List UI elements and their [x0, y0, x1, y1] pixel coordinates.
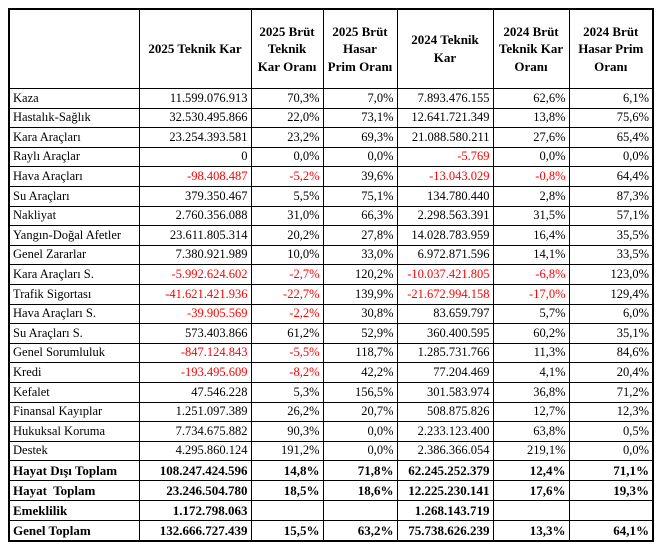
value-cell: 360.400.595 — [397, 324, 493, 344]
value-cell: 1.268.143.719 — [397, 501, 493, 521]
value-cell: -0,8% — [493, 167, 569, 187]
total-row — [9, 481, 653, 501]
value-cell: 108.247.424.596 — [139, 461, 251, 481]
value-cell: 21.088.580.211 — [397, 128, 493, 148]
value-cell: 4.295.860.124 — [139, 441, 251, 461]
value-cell: -5,2% — [251, 167, 323, 187]
row-label-cell: Hava Araçları — [9, 167, 139, 187]
value-cell: 5,3% — [251, 382, 323, 402]
row-label-cell: Emeklilik — [9, 501, 139, 521]
row-label-cell: Hastalık-Sağlık — [9, 108, 139, 128]
value-cell: 77.204.469 — [397, 363, 493, 383]
table-body — [9, 89, 653, 541]
row-label-cell: Genel Sorumluluk — [9, 343, 139, 363]
value-cell: 71,2% — [569, 382, 653, 402]
value-cell: 0,0% — [493, 147, 569, 167]
value-cell: 20,2% — [251, 226, 323, 246]
value-cell: 73,1% — [323, 108, 397, 128]
value-cell: 17,6% — [493, 481, 569, 501]
value-cell: -193.495.609 — [139, 363, 251, 383]
value-cell: 139,9% — [323, 284, 397, 304]
value-cell: 23.254.393.581 — [139, 128, 251, 148]
row-label-cell: Kara Araçları S. — [9, 265, 139, 285]
value-cell: 2.233.123.400 — [397, 422, 493, 442]
value-cell: 30,8% — [323, 304, 397, 324]
row-label-cell: Su Araçları S. — [9, 324, 139, 344]
value-cell: 12,4% — [493, 461, 569, 481]
table-row — [9, 284, 653, 304]
value-cell: 118,7% — [323, 343, 397, 363]
column-header: 2024 Brüt Hasar Prim Oranı — [569, 9, 653, 89]
value-cell: 0,0% — [569, 441, 653, 461]
value-cell: 23.611.805.314 — [139, 226, 251, 246]
value-cell: 20,7% — [323, 402, 397, 422]
value-cell: 301.583.974 — [397, 382, 493, 402]
row-label-cell: Destek — [9, 441, 139, 461]
table-header — [9, 9, 653, 89]
table-row — [9, 363, 653, 383]
value-cell: 69,3% — [323, 128, 397, 148]
total-row — [9, 501, 653, 521]
value-cell: 19,3% — [569, 481, 653, 501]
value-cell: 12,7% — [493, 402, 569, 422]
value-cell: 219,1% — [493, 441, 569, 461]
row-label-cell: Nakliyat — [9, 206, 139, 226]
row-label-cell: Hayat Dışı Toplam — [9, 461, 139, 481]
value-cell: 75,6% — [569, 108, 653, 128]
row-label-cell: Kefalet — [9, 382, 139, 402]
value-cell: 0,0% — [323, 147, 397, 167]
value-cell: -10.037.421.805 — [397, 265, 493, 285]
value-cell: 6,1% — [569, 89, 653, 109]
value-cell: 33,5% — [569, 245, 653, 265]
value-cell: 57,1% — [569, 206, 653, 226]
value-cell: 31,0% — [251, 206, 323, 226]
value-cell: 75,1% — [323, 186, 397, 206]
row-label-cell: Genel Zararlar — [9, 245, 139, 265]
value-cell: 75.738.626.239 — [397, 521, 493, 541]
value-cell: 2.386.366.054 — [397, 441, 493, 461]
value-cell: 134.780.440 — [397, 186, 493, 206]
value-cell: 7.893.476.155 — [397, 89, 493, 109]
value-cell — [251, 501, 323, 521]
value-cell: 129,4% — [569, 284, 653, 304]
table-row — [9, 186, 653, 206]
value-cell: 0,0% — [323, 422, 397, 442]
value-cell: 64,1% — [569, 521, 653, 541]
value-cell: 156,5% — [323, 382, 397, 402]
total-row — [9, 461, 653, 481]
value-cell: 27,6% — [493, 128, 569, 148]
value-cell: 26,2% — [251, 402, 323, 422]
row-label-cell: Yangın-Doğal Afetler — [9, 226, 139, 246]
value-cell: 7.380.921.989 — [139, 245, 251, 265]
technical-profit-table — [8, 8, 654, 542]
value-cell: 35,5% — [569, 226, 653, 246]
value-cell: 61,2% — [251, 324, 323, 344]
row-label-cell: Trafik Sigortası — [9, 284, 139, 304]
value-cell: 0,5% — [569, 422, 653, 442]
value-cell: 23,2% — [251, 128, 323, 148]
value-cell: 11,3% — [493, 343, 569, 363]
value-cell: 12.225.230.141 — [397, 481, 493, 501]
value-cell: 84,6% — [569, 343, 653, 363]
value-cell: 62,6% — [493, 89, 569, 109]
value-cell: 4,1% — [493, 363, 569, 383]
value-cell: 0,0% — [323, 441, 397, 461]
value-cell: 6,0% — [569, 304, 653, 324]
table-row — [9, 343, 653, 363]
row-label-cell: Kara Araçları — [9, 128, 139, 148]
value-cell: 87,3% — [569, 186, 653, 206]
value-cell: 63,8% — [493, 422, 569, 442]
value-cell: 123,0% — [569, 265, 653, 285]
value-cell: 132.666.727.439 — [139, 521, 251, 541]
header-row — [9, 9, 653, 89]
value-cell: 2,8% — [493, 186, 569, 206]
value-cell: 32.530.495.866 — [139, 108, 251, 128]
row-label-cell: Hukuksal Koruma — [9, 422, 139, 442]
value-cell: 1.251.097.389 — [139, 402, 251, 422]
value-cell: 13,8% — [493, 108, 569, 128]
row-label-cell: Kredi — [9, 363, 139, 383]
table-row — [9, 147, 653, 167]
value-cell: -17,0% — [493, 284, 569, 304]
row-label-cell: Raylı Araçlar — [9, 147, 139, 167]
table-row — [9, 108, 653, 128]
value-cell: 14.028.783.959 — [397, 226, 493, 246]
value-cell: 13,3% — [493, 521, 569, 541]
value-cell: -5,5% — [251, 343, 323, 363]
value-cell: 60,2% — [493, 324, 569, 344]
table-row — [9, 167, 653, 187]
value-cell: 47.546.228 — [139, 382, 251, 402]
value-cell: 191,2% — [251, 441, 323, 461]
value-cell: 27,8% — [323, 226, 397, 246]
value-cell: 63,2% — [323, 521, 397, 541]
value-cell: 508.875.826 — [397, 402, 493, 422]
value-cell: 120,2% — [323, 265, 397, 285]
value-cell: 31,5% — [493, 206, 569, 226]
column-header: 2025 Brüt Teknik Kar Oranı — [251, 9, 323, 89]
value-cell: 5,5% — [251, 186, 323, 206]
value-cell: 33,0% — [323, 245, 397, 265]
value-cell: 573.403.866 — [139, 324, 251, 344]
row-label-cell: Genel Toplam — [9, 521, 139, 541]
value-cell: 35,1% — [569, 324, 653, 344]
value-cell: 18,5% — [251, 481, 323, 501]
row-label-cell: Hava Araçları S. — [9, 304, 139, 324]
value-cell — [323, 501, 397, 521]
column-header: 2025 Brüt Hasar Prim Oranı — [323, 9, 397, 89]
value-cell: 71,1% — [569, 461, 653, 481]
value-cell: 18,6% — [323, 481, 397, 501]
value-cell: -5.992.624.602 — [139, 265, 251, 285]
total-row — [9, 521, 653, 541]
value-cell: 5,7% — [493, 304, 569, 324]
value-cell: 10,0% — [251, 245, 323, 265]
value-cell: 90,3% — [251, 422, 323, 442]
value-cell — [569, 501, 653, 521]
table-row — [9, 402, 653, 422]
value-cell: 0,0% — [251, 147, 323, 167]
value-cell: -847.124.843 — [139, 343, 251, 363]
table-row — [9, 324, 653, 344]
table-row — [9, 206, 653, 226]
value-cell: 39,6% — [323, 167, 397, 187]
value-cell: 6.972.871.596 — [397, 245, 493, 265]
column-header: 2024 Teknik Kar — [397, 9, 493, 89]
table-row — [9, 422, 653, 442]
value-cell: 379.350.467 — [139, 186, 251, 206]
value-cell: -2,2% — [251, 304, 323, 324]
value-cell: -98.408.487 — [139, 167, 251, 187]
row-label-cell: Hayat Toplam — [9, 481, 139, 501]
value-cell: 11.599.076.913 — [139, 89, 251, 109]
value-cell: 83.659.797 — [397, 304, 493, 324]
table-row — [9, 89, 653, 109]
table-row — [9, 382, 653, 402]
table-row — [9, 245, 653, 265]
value-cell — [493, 501, 569, 521]
value-cell: 1.172.798.063 — [139, 501, 251, 521]
value-cell: -5.769 — [397, 147, 493, 167]
value-cell: 16,4% — [493, 226, 569, 246]
value-cell: 1.285.731.766 — [397, 343, 493, 363]
table-row — [9, 265, 653, 285]
value-cell: 64,4% — [569, 167, 653, 187]
value-cell: -2,7% — [251, 265, 323, 285]
value-cell: 23.246.504.780 — [139, 481, 251, 501]
value-cell: 62.245.252.379 — [397, 461, 493, 481]
value-cell: 12,3% — [569, 402, 653, 422]
value-cell: -21.672.994.158 — [397, 284, 493, 304]
value-cell: 36,8% — [493, 382, 569, 402]
value-cell: -41.621.421.936 — [139, 284, 251, 304]
column-header: 2024 Brüt Teknik Kar Oranı — [493, 9, 569, 89]
value-cell: -13.043.029 — [397, 167, 493, 187]
value-cell: 2.298.563.391 — [397, 206, 493, 226]
row-label-header — [9, 9, 139, 89]
value-cell: -6,8% — [493, 265, 569, 285]
row-label-cell: Finansal Kayıplar — [9, 402, 139, 422]
row-label-cell: Kaza — [9, 89, 139, 109]
value-cell: 14,8% — [251, 461, 323, 481]
value-cell: 22,0% — [251, 108, 323, 128]
value-cell: -8,2% — [251, 363, 323, 383]
column-header: 2025 Teknik Kar — [139, 9, 251, 89]
value-cell: 0 — [139, 147, 251, 167]
value-cell: 52,9% — [323, 324, 397, 344]
value-cell: 12.641.721.349 — [397, 108, 493, 128]
table-row — [9, 128, 653, 148]
value-cell: 15,5% — [251, 521, 323, 541]
row-label-cell: Su Araçları — [9, 186, 139, 206]
value-cell: 71,8% — [323, 461, 397, 481]
value-cell: 0,0% — [569, 147, 653, 167]
value-cell: 7,0% — [323, 89, 397, 109]
value-cell: -39.905.569 — [139, 304, 251, 324]
table-row — [9, 304, 653, 324]
value-cell: 14,1% — [493, 245, 569, 265]
value-cell: -22,7% — [251, 284, 323, 304]
value-cell: 2.760.356.088 — [139, 206, 251, 226]
table-row — [9, 441, 653, 461]
table-row — [9, 226, 653, 246]
value-cell: 70,3% — [251, 89, 323, 109]
value-cell: 20,4% — [569, 363, 653, 383]
value-cell: 66,3% — [323, 206, 397, 226]
value-cell: 42,2% — [323, 363, 397, 383]
value-cell: 7.734.675.882 — [139, 422, 251, 442]
value-cell: 65,4% — [569, 128, 653, 148]
